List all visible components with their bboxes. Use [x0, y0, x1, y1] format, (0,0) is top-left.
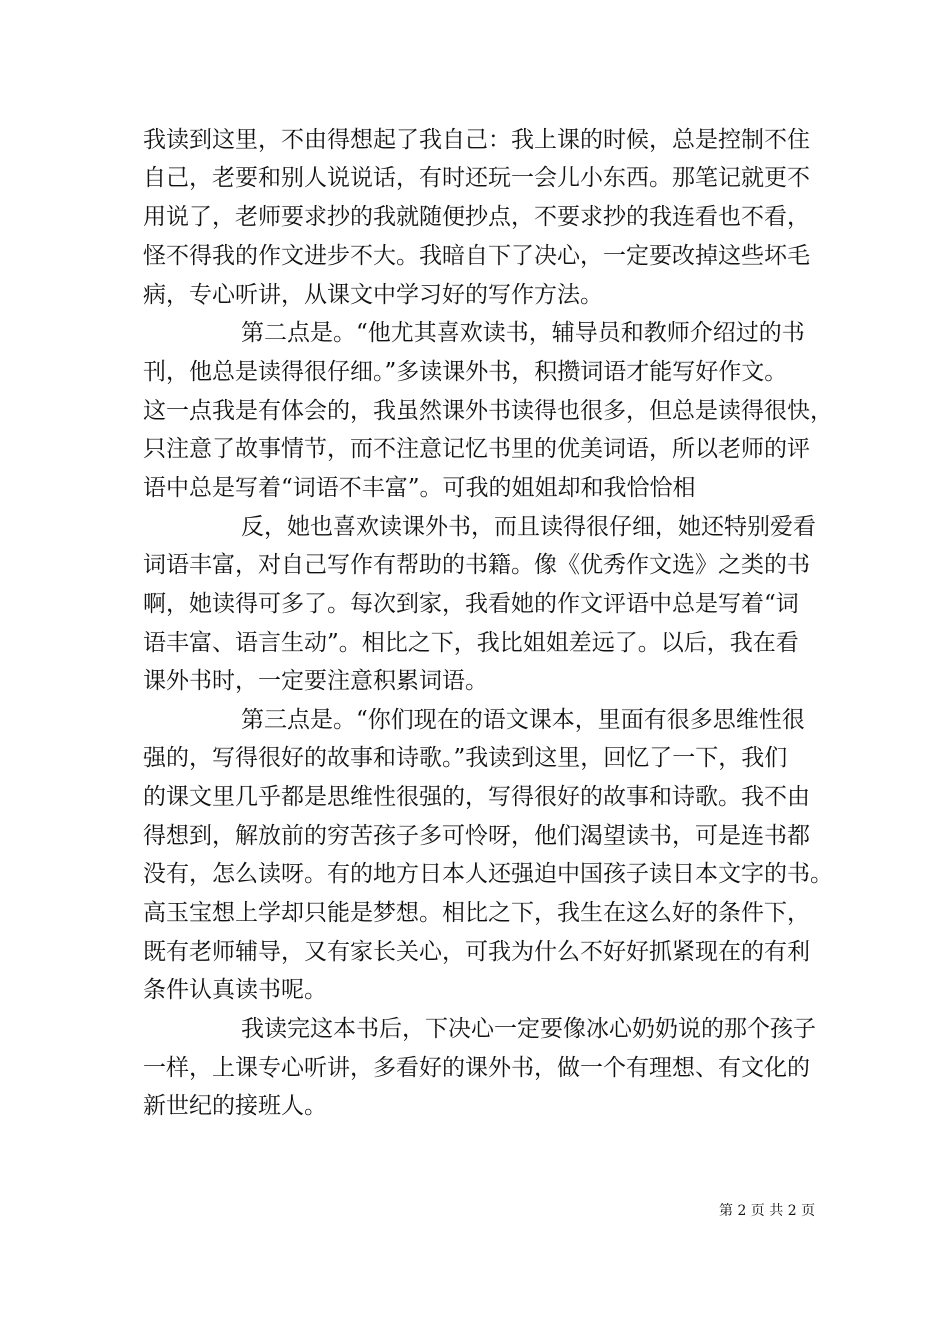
text-line: 第二点是。“他尤其喜欢读书，辅导员和教师介绍过的书: [241, 320, 805, 346]
text-line: 得想到，解放前的穷苦孩子多可怜呀，他们渴望读书，可是连书都: [143, 823, 810, 849]
text-line: 条件认真读书呢。: [143, 977, 327, 1003]
text-line: 既有老师辅导，又有家长关心，可我为什么不好好抓紧现在的有利: [143, 939, 810, 965]
text-line: 的课文里几乎都是思维性很强的，写得很好的故事和诗歌。我不由: [143, 784, 810, 810]
text-line: 新世纪的接班人。: [143, 1093, 327, 1119]
text-line: 只注意了故事情节，而不注意记忆书里的优美词语，所以老师的评: [143, 436, 810, 462]
text-line: 词语丰富，对自己写作有帮助的书籍。像《优秀作文选》之类的书: [143, 552, 810, 578]
text-line: 课外书时，一定要注意积累词语。: [143, 668, 488, 694]
text-line: 第三点是。“你们现在的语文课本，里面有很多思维性很: [241, 707, 805, 733]
text-line: 反，她也喜欢读课外书，而且读得很仔细，她还特别爱看: [241, 514, 816, 540]
text-line: 怪不得我的作文进步不大。我暗自下了决心，一定要改掉这些坏毛: [143, 243, 810, 269]
text-line: 语中总是写着“词语不丰富”。可我的姐姐却和我恰恰相: [143, 475, 696, 501]
text-line: 自己，老要和别人说说话，有时还玩一会儿小东西。那笔记就更不: [143, 165, 810, 191]
text-line: 啊，她读得可多了。每次到家，我看她的作文评语中总是写着“词: [143, 591, 799, 617]
page-footer: 第 2 页 共 2 页: [719, 1203, 816, 1219]
text-line: 病，专心听讲，从课文中学习好的写作方法。: [143, 282, 603, 308]
text-line: 用说了，老师要求抄的我就随便抄点，不要求抄的我连看也不看，: [143, 204, 810, 230]
text-line: 强的，写得很好的故事和诗歌。”我读到这里，回忆了一下，我们: [143, 745, 788, 771]
text-line: 高玉宝想上学却只能是梦想。相比之下，我生在这么好的条件下，: [143, 900, 810, 926]
text-line: 没有，怎么读呀。有的地方日本人还强迫中国孩子读日本文字的书。: [143, 861, 833, 887]
text-line: 我读完这本书后，下决心一定要像冰心奶奶说的那个孩子: [241, 1016, 816, 1042]
text-line: 语丰富、语言生动”。相比之下，我比姐姐差远了。以后，我在看: [143, 630, 799, 656]
text-line: 一样，上课专心听讲，多看好的课外书，做一个有理想、有文化的: [143, 1055, 810, 1081]
text-line: 我读到这里，不由得想起了我自己：我上课的时候，总是控制不住: [143, 127, 810, 153]
text-line: 刊，他总是读得很仔细。”多读课外书，积攒词语才能写好作文。: [143, 359, 788, 385]
text-line: 这一点我是有体会的，我虽然课外书读得也很多，但总是读得很快，: [143, 398, 833, 424]
